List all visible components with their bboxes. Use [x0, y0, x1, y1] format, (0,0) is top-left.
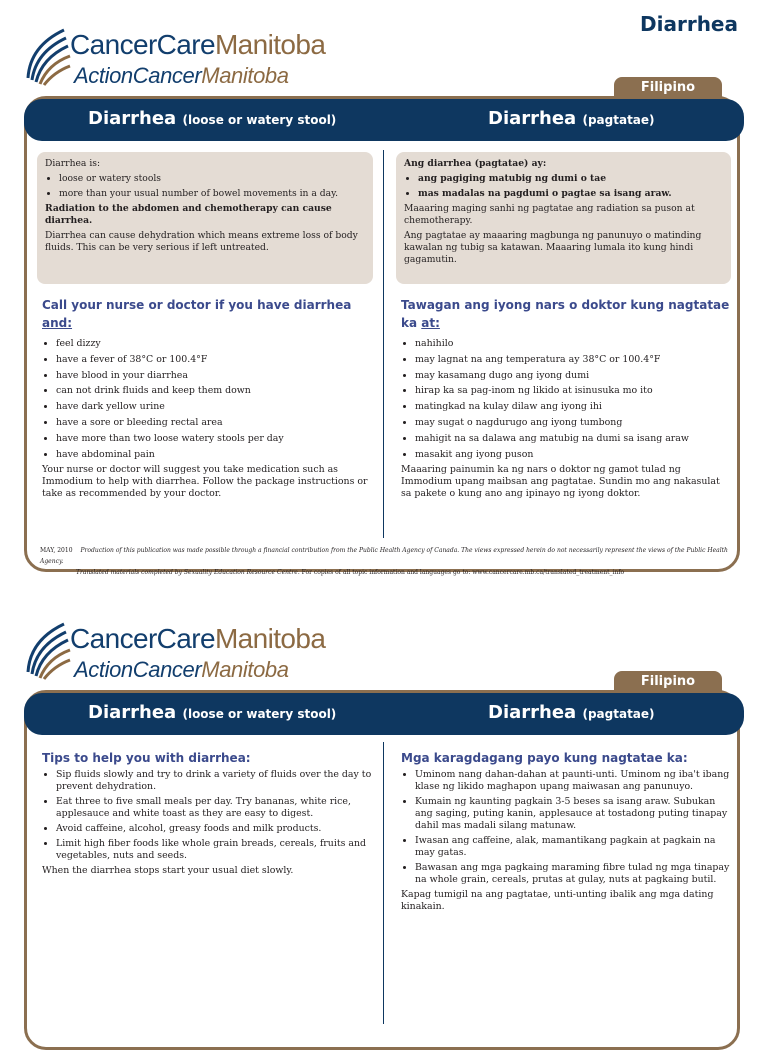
list-item: • nahihilo: [415, 338, 731, 350]
fil-box-intro: Ang diarrhea (pagtatae) ay:: [404, 158, 547, 169]
en-definition-box: [37, 152, 373, 284]
list-item: • Eat three to five small meals per day. Try bananas, white rice, applesauce and white toast as they are easy to digest.: [56, 796, 372, 820]
fil-box-p2: Ang pagtatae ay maaaring magbunga ng panunuyo o matinding kawalan ng tubig sa katawan. Maaaring lumala ito kung hindi gagamutin.: [404, 230, 702, 265]
list-item: • have more than two loose watery stools per day: [56, 433, 372, 445]
fil-call-section: [401, 296, 731, 500]
footnote-url: For copies of all topic information and languages go to: www.cancercare.mb.ca/translated_treatment_info: [301, 569, 625, 576]
en-call-section: [42, 296, 372, 500]
en-box-intro: Diarrhea is:: [45, 158, 101, 169]
en-tips-section: [42, 749, 372, 877]
footnote: [40, 545, 730, 578]
list-item: • may sugat o nagdurugo ang iyong tumbong: [415, 417, 731, 429]
en-tips-heading: Tips to help you with diarrhea:: [42, 751, 251, 765]
list-item: • Sip fluids slowly and try to drink a variety of fluids over the day to prevent dehydration.: [56, 769, 372, 793]
list-item: • have abdominal pain: [56, 449, 372, 461]
fil-call-paragraph: Maaaring painumin ka ng nars o doktor ng gamot tulad ng Immodium upang maibsan ang pagtatae. Sundin mo ang nakasulat sa pakete o kung ano ang ipinayo ng iyong doktor.: [401, 464, 720, 500]
en-box-p1: Radiation to the abdomen and chemotherapy can cause diarrhea.: [45, 203, 332, 226]
footnote-line2: Translated materials completed by Sexuality Education Resource Centre.: [76, 569, 300, 576]
list-item: • more than your usual number of bowel movements in a day.: [59, 188, 365, 200]
fil-definition-box: [396, 152, 731, 284]
list-item: • Uminom nang dahan-dahan at paunti-unti. Uminom ng iba't ibang klase ng likido maghapon upang maiwasan ang panunuyo.: [415, 769, 731, 793]
page-heading: Diarrhea: [640, 12, 738, 36]
list-item: • hirap ka sa pag-inom ng likido at isinusuka mo ito: [415, 385, 731, 397]
en-call-heading: Call your nurse or doctor if you have diarrhea and:: [42, 298, 352, 330]
fil-tips-heading: Mga karagdagang payo kung nagtatae ka:: [401, 751, 688, 765]
list-item: • Bawasan ang mga pagkaing maraming fibre tulad ng mga tinapay na whole grain, cereals, prutas at gulay, nuts at pagkaing butil.: [415, 862, 731, 886]
list-item: • may kasamang dugo ang iyong dumi: [415, 370, 731, 382]
title-fil: Diarrhea (pagtatae): [488, 702, 655, 723]
list-item: • masakit ang iyong puson: [415, 449, 731, 461]
page2-title-bar: [24, 693, 744, 735]
en-tips-paragraph: When the diarrhea stops start your usual diet slowly.: [42, 865, 294, 876]
list-item: • can not drink fluids and keep them down: [56, 385, 372, 397]
list-item: • ang pagiging matubig ng dumi o tae: [418, 173, 723, 185]
list-item: • have blood in your diarrhea: [56, 370, 372, 382]
list-item: • loose or watery stools: [59, 173, 365, 185]
logo-brand: CancerCareManitoba: [70, 29, 326, 60]
logo-brand: CancerCareManitoba: [70, 623, 326, 654]
title-en: Diarrhea (loose or watery stool): [88, 702, 337, 723]
list-item: • Limit high fiber foods like whole grain breads, cereals, fruits and vegetables, nuts and seeds.: [56, 838, 372, 862]
list-item: • feel dizzy: [56, 338, 372, 350]
language-tab: Filipino: [614, 77, 722, 97]
logo-swoosh-icon: [24, 26, 72, 86]
list-item: • have a sore or bleeding rectal area: [56, 417, 372, 429]
list-item: • mas madalas na pagdumi o pagtae sa isang araw.: [418, 188, 723, 200]
fil-call-heading: Tawagan ang iyong nars o doktor kung nagtatae ka at:: [401, 298, 730, 330]
column-divider: [383, 150, 384, 538]
column-divider: [383, 742, 384, 1024]
logo: [24, 26, 354, 96]
list-item: • Iwasan ang caffeine, alak, mamantikang pagkain at pagkain na may gatas.: [415, 835, 731, 859]
en-call-paragraph: Your nurse or doctor will suggest you take medication such as Immodium to help with diarrhea. Follow the package instructions or take as recommended by your doctor.: [42, 464, 368, 500]
fil-tips-section: [401, 749, 731, 913]
list-item: • may lagnat na ang temperatura ay 38°C or 100.4°F: [415, 354, 731, 366]
en-box-p2: Diarrhea can cause dehydration which means extreme loss of body fluids. This can be very serious if left untreated.: [45, 230, 358, 253]
page1-title-bar: [24, 99, 744, 141]
list-item: • mahigit na sa dalawa ang matubig na dumi sa isang araw: [415, 433, 731, 445]
title-fil: Diarrhea (pagtatae): [488, 108, 655, 129]
language-tab: Filipino: [614, 671, 722, 691]
logo-subbrand: ActionCancerManitoba: [74, 63, 289, 88]
logo-subbrand: ActionCancerManitoba: [74, 657, 289, 682]
logo: [24, 620, 354, 690]
list-item: • have dark yellow urine: [56, 401, 372, 413]
list-item: • have a fever of 38°C or 100.4°F: [56, 354, 372, 366]
footnote-line1: Production of this publication was made possible through a financial contribution from the Public Health Agency of Canada. The views expressed herein do not necessarily represent the views of the Public Health Agency.: [40, 547, 728, 565]
fil-box-p1: Maaaring maging sanhi ng pagtatae ang radiation sa puson at chemotherapy.: [404, 203, 695, 226]
logo-swoosh-icon: [24, 620, 72, 680]
fil-tips-paragraph: Kapag tumigil na ang pagtatae, unti-unting ibalik ang mga dating kinakain.: [401, 889, 714, 912]
list-item: • Kumain ng kaunting pagkain 3-5 beses sa isang araw. Subukan ang saging, puting kanin, applesauce at tostadong puting tinapay dahil mas madali silang matunaw.: [415, 796, 731, 832]
footnote-date: MAY, 2010: [40, 547, 73, 554]
list-item: • Avoid caffeine, alcohol, greasy foods and milk products.: [56, 823, 372, 835]
list-item: • matingkad na kulay dilaw ang iyong ihi: [415, 401, 731, 413]
title-en: Diarrhea (loose or watery stool): [88, 108, 337, 129]
